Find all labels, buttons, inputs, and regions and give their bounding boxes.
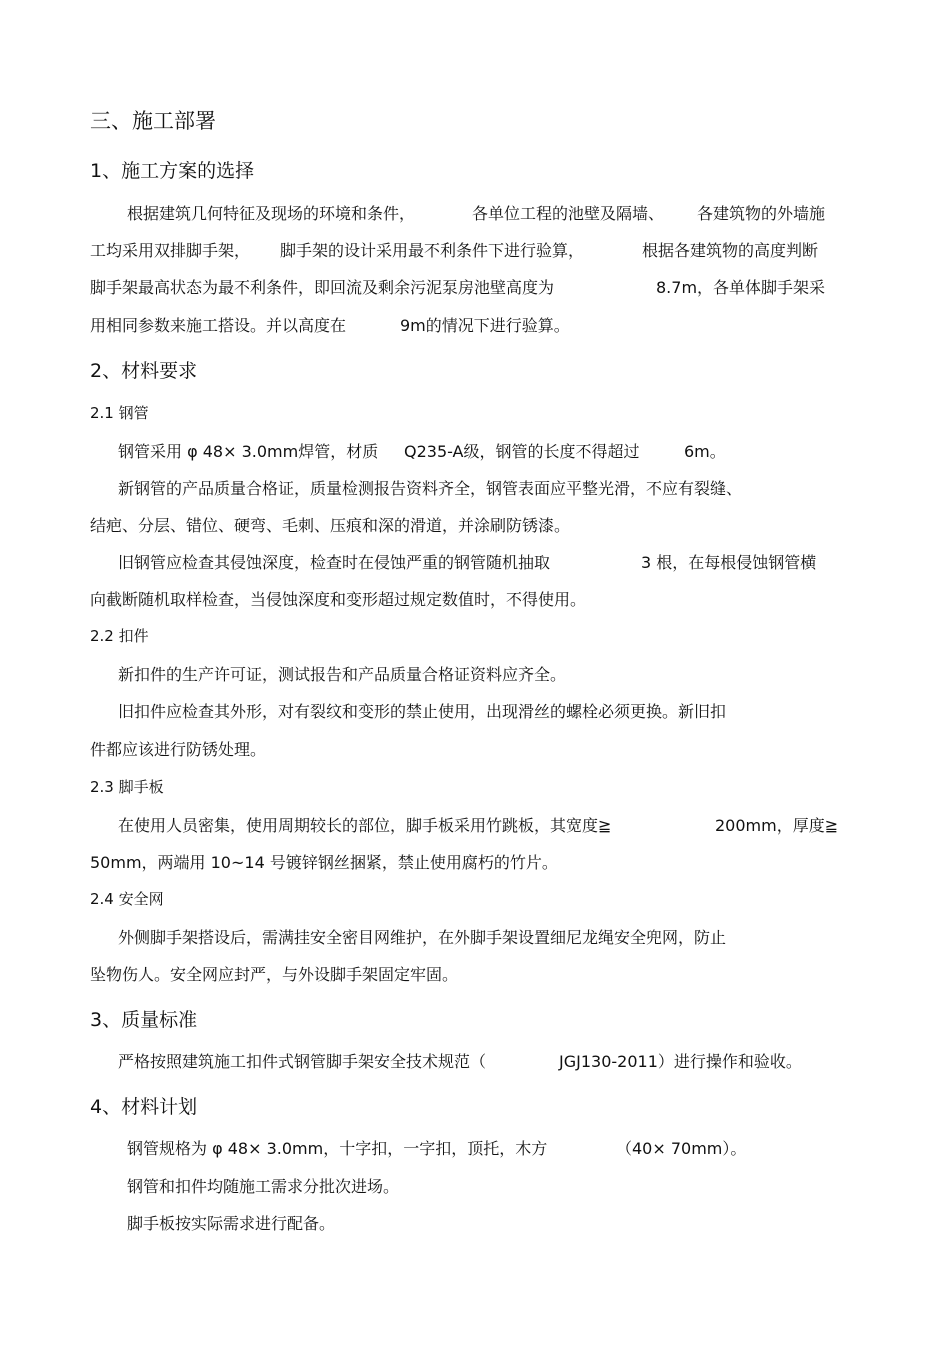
text-segment: 在使用人员密集，使用周期较长的部位，脚手板采用竹跳板，其宽度≧ <box>118 816 612 835</box>
text-segment: 脚手架的设计采用最不利条件下进行验算， <box>280 241 585 260</box>
text-segment: 旧钢管应检查其侵蚀深度，检查时在侵蚀严重的钢管随机抽取 <box>118 553 551 572</box>
plan-line-2: 钢管和扣件均随施工需求分批次进场。 <box>127 1177 400 1196</box>
scheme-para-line-2 <box>90 238 818 261</box>
steel-line-4 <box>118 550 816 573</box>
steel-line-2: 新钢管的产品质量合格证，质量检测报告资料齐全，钢管表面应平整光滑，不应有裂缝、 <box>118 479 743 498</box>
text-segment: 各单位工程的池壁及隔墙、 <box>472 204 665 223</box>
text-segment: 钢管采用 φ 48× 3.0mm焊管，材质 <box>118 442 379 461</box>
plan-line-3: 脚手板按实际需求进行配备。 <box>127 1214 336 1233</box>
section-title: 三、施工部署 <box>90 109 216 133</box>
quality-line-1 <box>118 1049 802 1072</box>
heading-scheme-selection: 1、施工方案的选择 <box>90 160 255 182</box>
net-line-1: 外侧脚手架搭设后，需满挂安全密目网维护，在外脚手架设置细尼龙绳安全兜网，防止 <box>118 928 727 947</box>
subheading-safety-net: 2.4 安全网 <box>90 890 164 908</box>
text-segment: 200mm，厚度≧ <box>715 816 839 835</box>
text-segment: 3 根，在每根侵蚀钢管横 <box>641 553 817 572</box>
clamp-line-2: 旧扣件应检查其外形，对有裂纹和变形的禁止使用，出现滑丝的螺栓必须更换。新旧扣 <box>118 702 727 721</box>
scheme-para-line-3 <box>90 275 825 298</box>
heading-material-requirements: 2、材料要求 <box>90 360 198 382</box>
text-segment: 钢管规格为 φ 48× 3.0mm，十字扣，一字扣，顶托，木方 <box>127 1139 548 1158</box>
clamp-line-3: 件都应该进行防锈处理。 <box>90 740 267 759</box>
subheading-clamps: 2.2 扣件 <box>90 627 149 645</box>
subheading-steel-pipe: 2.1 钢管 <box>90 404 149 422</box>
text-segment: 工均采用双排脚手架， <box>90 241 251 260</box>
steel-line-1 <box>118 439 726 462</box>
board-line-2: 50mm，两端用 10~14 号镀锌钢丝捆紧，禁止使用腐朽的竹片。 <box>90 853 558 872</box>
subheading-scaffold-board: 2.3 脚手板 <box>90 778 164 796</box>
steel-line-3: 结疤、分层、错位、硬弯、毛刺、压痕和深的滑道，并涂刷防锈漆。 <box>90 516 571 535</box>
text-segment: 用相同参数来施工搭设。并以高度在 <box>90 316 347 335</box>
net-line-2: 坠物伤人。安全网应封严，与外设脚手架固定牢固。 <box>90 965 459 984</box>
text-segment: 根据各建筑物的高度判断 <box>642 241 819 260</box>
text-segment: JGJ130-2011）进行操作和验收。 <box>559 1052 802 1071</box>
text-segment: 9m的情况下进行验算。 <box>400 316 570 335</box>
text-segment: 脚手架最高状态为最不利条件，即回流及剩余污泥泵房池壁高度为 <box>90 278 555 297</box>
text-segment: 严格按照建筑施工扣件式钢管脚手架安全技术规范（ <box>118 1052 487 1071</box>
text-segment: Q235-A级，钢管的长度不得超过 <box>404 442 640 461</box>
steel-line-5: 向截断随机取样检查，当侵蚀深度和变形超过规定数值时，不得使用。 <box>90 590 587 609</box>
board-line-1 <box>118 813 838 836</box>
text-segment: 8.7m，各单体脚手架采 <box>656 278 826 297</box>
text-segment: 6m。 <box>684 442 726 461</box>
scheme-para-line-1 <box>127 201 825 224</box>
text-segment: 各建筑物的外墙施 <box>697 204 826 223</box>
plan-line-1 <box>127 1136 746 1159</box>
clamp-line-1: 新扣件的生产许可证，测试报告和产品质量合格证资料应齐全。 <box>118 665 567 684</box>
heading-material-plan: 4、材料计划 <box>90 1096 198 1118</box>
text-segment: （40× 70mm）。 <box>616 1139 747 1158</box>
scheme-para-line-4 <box>90 313 570 336</box>
text-segment: 根据建筑几何特征及现场的环境和条件， <box>127 204 416 223</box>
heading-quality-standard: 3、质量标准 <box>90 1009 198 1031</box>
